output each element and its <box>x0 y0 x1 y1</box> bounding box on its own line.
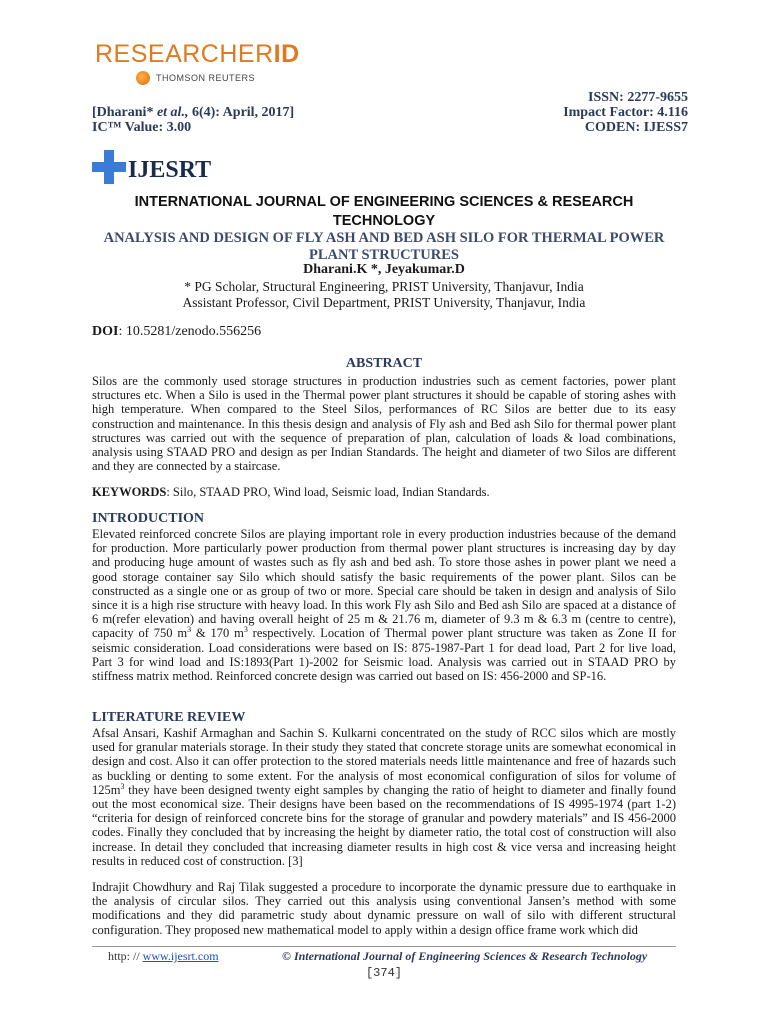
doi <box>92 324 261 340</box>
doi-label: DOI <box>92 324 119 339</box>
brand-text: RESEARCHER <box>95 40 274 68</box>
citation-rest: 6(4): April, 2017] <box>191 105 295 120</box>
lit-p1-a: Afsal Ansari, Kashif Armaghan and Sachin S. Kulkarni concentrated on the study of RCC silos which are mostly used for granular materials storage. In their study they stated that concrete storage units are somewhat economical in design and cost. Also it can offer protection to the stored materials needs little maintenance and free of hazards such as buckling or denting to some extent. For the analysis of most economical configuration of silos for volume of 125m <box>92 726 676 797</box>
citation-author: [Dharani* <box>92 105 154 120</box>
literature-heading: LITERATURE REVIEW <box>92 710 246 725</box>
doi-value: : 10.5281/zenodo.556256 <box>118 324 262 339</box>
paper-title: ANALYSIS AND DESIGN OF FLY ASH AND BED ASH SILO FOR THERMAL POWER PLANT STRUCTURES <box>103 230 665 263</box>
lit-p1-b: they have been designed twenty eight samples by changing the ratio of height to diameter and finally found out the most economical size. Their designs have been based on the recommendations of IS 4995-1974 (part 1-2) “criteria for design of reinforced concrete bins for the storage of granular and powdery materials” and IS 456-2000 codes. Finally they concluded that by increasing the height by diameter ratio, the total cost of construction will also increase. In detail they concluded that increasing diameter results in high cost & vice versa and increasing height results in reduced cost of construction. [3] <box>92 782 676 868</box>
citation <box>92 105 294 121</box>
literature-paragraph-2: Indrajit Chowdhury and Raj Tilak suggested a procedure to incorporate the dynamic pressure due to earthquake in the analysis of circular silos. They carried out this analysis using conventional Jansen’s method with some modifications and they did parametric study about dynamic pressure on wall of silo with different structural configuration. They proposed new mathematical model to apply within a design office frame work which did <box>92 880 676 937</box>
introduction-text <box>92 527 676 683</box>
coden: CODEN: IJESS7 <box>584 120 688 135</box>
abstract-text: Silos are the commonly used storage structures in production industries such as cement factories, power plant structures etc. When a Silo is used in the Thermal power plant structures it should be capable of storing ashes with high temperature. When compared to the Steel Silos, performances of RC Silos are better due to its easy construction and maintenance. In this thesis design and analysis of Fly ash and Bed ash Silo for thermal power plant structures was carried out with the sequence of preparation of plan, calculation of loads & load combinations, analysis using STAAD PRO and design as per Indian Standards. The height and diameter of two Silos are different and they are connected by a staircase. <box>92 374 676 474</box>
researcherid-logo <box>95 40 300 69</box>
intro-text-c: respectively. Location of Thermal power plant structure was taken as Zone II for seismic consideration. Load considerations were based on IS: 875-1987-Part 1 for dead load, Part 2 for live load, Part 3 for wind load and IS:1893(Part 1)-2002 for Seismic load. Analysis was carried out in STAAD PRO by stiffness matrix method. Reinforced concrete design was carried out based on IS: 456-2000 and SP-16. <box>92 626 676 684</box>
literature-paragraph-1 <box>92 726 676 868</box>
keywords <box>92 485 676 499</box>
keywords-label: KEYWORDS <box>92 485 167 499</box>
affiliation-2: Assistant Professor, Civil Department, PRIST University, Thanjavur, India <box>182 295 586 310</box>
footer-copyright: © International Journal of Engineering Sciences & Research Technology <box>282 949 648 963</box>
abstract-heading: ABSTRACT <box>345 356 423 371</box>
footer-http: http: // <box>108 949 143 963</box>
keywords-text: : Silo, STAAD PRO, Wind load, Seismic load, Indian Standards. <box>166 485 490 499</box>
intro-text-a: Elevated reinforced concrete Silos are playing important role in every production industries because of the demand for production. More particularly power production from thermal power plant structures is increasing day by day and producing huge amount of wastes such as fly ash and bed ash. To store those ashes in power plant we need a good storage container say Silo which should satisfy the basic requirements of the power plant. Silos can be constructed as a single one or as group of two or more. Special care should be taken in design and analysis of Silo since it is a high rise structure with heavy load. In this work Fly ash Silo and Bed ash Silo are spaced at a distance of 6 m(refer elevation) and having overall height of 25 m & 21.76 m, diameter of 9.3 m & 6.3 m (centre to centre), capacity of 750 m <box>92 527 676 641</box>
thomson-reuters-logo <box>136 71 255 85</box>
citation-etal: et al., <box>156 105 189 120</box>
page-number: [374] <box>365 966 402 980</box>
introduction-heading: INTRODUCTION <box>92 511 205 526</box>
authors: Dharani.K *, Jeyakumar.D <box>303 262 465 277</box>
plus-icon <box>92 150 126 184</box>
thomson-reuters-dot-icon <box>136 71 150 85</box>
ijesrt-logo <box>92 150 211 184</box>
brand-sub-text: THOMSON REUTERS <box>156 73 256 83</box>
intro-text-b: & 170 m <box>191 626 244 641</box>
intro-sup-1: 3 <box>187 625 192 635</box>
footer-rule <box>92 946 676 947</box>
journal-full-name: INTERNATIONAL JOURNAL OF ENGINEERING SCIENCES & RESEARCH TECHNOLOGY <box>134 194 634 229</box>
lit-p1-sup: 3 <box>120 781 125 791</box>
ic-value: IC™ Value: 3.00 <box>92 120 192 135</box>
intro-sup-2: 3 <box>243 625 248 635</box>
brand-id-text: ID <box>273 40 300 68</box>
journal-short-name: IJESRT <box>128 156 212 183</box>
affiliation-1: * PG Scholar, Structural Engineering, PRIST University, Thanjavur, India <box>184 279 584 294</box>
footer-link <box>108 949 219 964</box>
impact-factor: Impact Factor: 4.116 <box>563 105 688 120</box>
footer-url-link[interactable]: www.ijesrt.com <box>142 949 219 963</box>
issn: ISSN: 2277-9655 <box>588 90 688 105</box>
